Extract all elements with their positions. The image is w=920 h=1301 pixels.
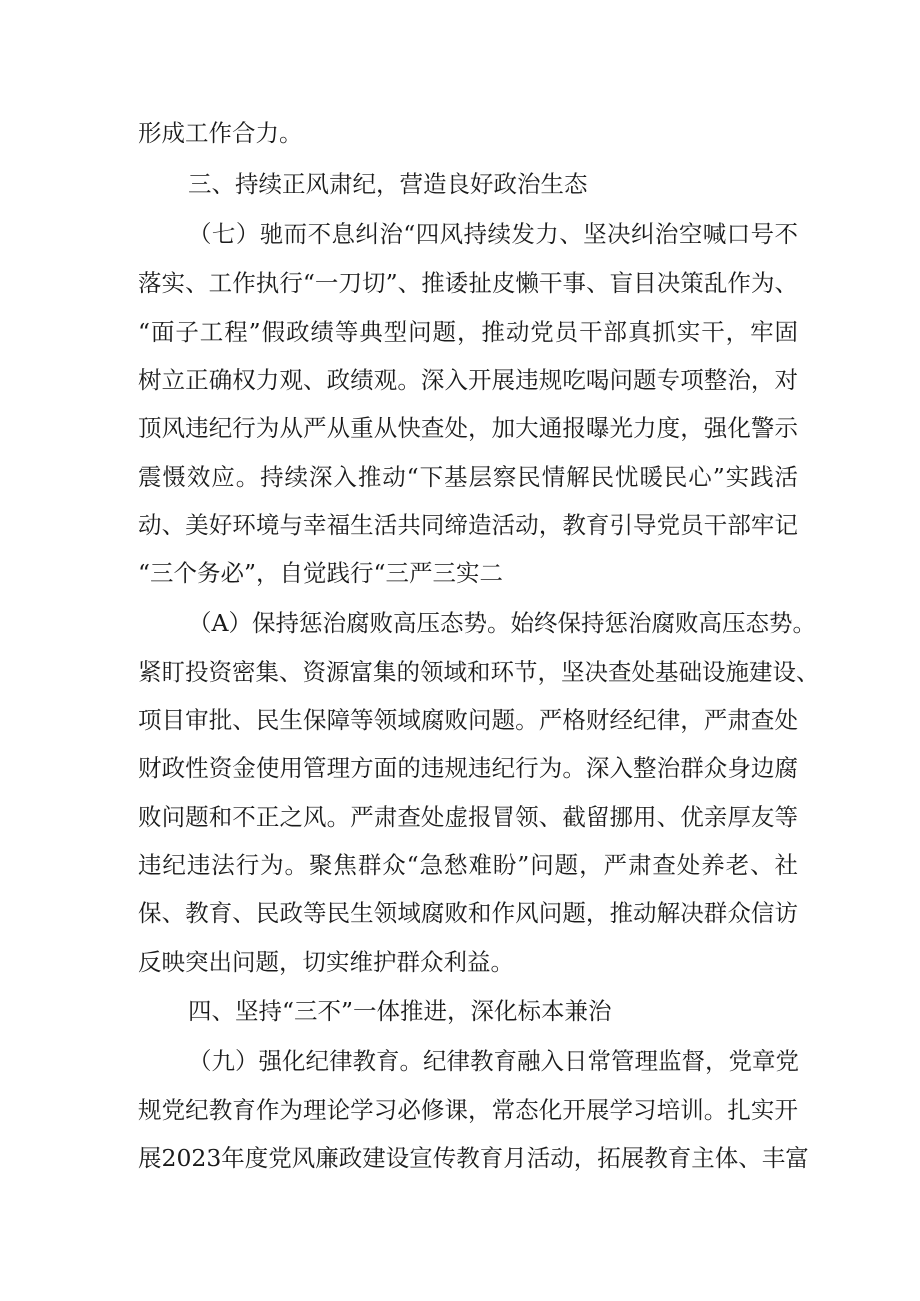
paragraph-line: （A）保持惩治腐败高压态势。始终保持惩治腐败高压态势。 <box>188 609 816 637</box>
paragraph-line: 违纪违法行为。聚焦群众“急愁难盼”问题，严肃查处养老、社 <box>138 851 798 879</box>
paragraph-line: 保、教育、民政等民生领域腐败和作风问题，推动解决群众信访 <box>138 899 798 927</box>
paragraph-line: 紧盯投资密集、资源富集的领域和环节，坚决查处基础设施建设、 <box>138 658 820 686</box>
paragraph-line: “面子工程”假政绩等典型问题，推动党员干部真抓实干，牢固 <box>138 318 798 346</box>
section-heading: 三、持续正风肃纪，营造良好政治生态 <box>188 170 588 198</box>
paragraph-line: 顶风违纪行为从严从重从快查处，加大通报曝光力度，强化警示 <box>138 414 798 442</box>
paragraph-line: 财政性资金使用管理方面的违规违纪行为。深入整治群众身边腐 <box>138 754 798 782</box>
paragraph-line: 动、美好环境与幸福生活共同缔造活动，教育引导党员干部牢记 <box>138 511 798 539</box>
paragraph-line: （七）驰而不息纠治“四风持续发力、坚决纠治空喊口号不 <box>188 220 798 248</box>
paragraph-line: 震慑效应。持续深入推动“下基层察民情解民忧暖民心”实践活 <box>138 463 798 491</box>
section-heading: 四、坚持“三不”一体推进，深化标本兼治 <box>188 997 612 1025</box>
paragraph-line: 败问题和不正之风。严肃查处虚报冒领、截留挪用、优亲厚友等 <box>138 803 798 831</box>
paragraph-line: 展2023年度党风廉政建设宣传教育月活动，拓展教育主体、丰富 <box>138 1144 809 1172</box>
paragraph-line: 落实、工作执行“一刀切”、推诿扯皮懒干事、盲目决策乱作为、 <box>138 269 798 297</box>
paragraph-line: 项目审批、民生保障等领域腐败问题。严格财经纪律，严肃查处 <box>138 706 798 734</box>
paragraph-line: “三个务必”，自觉践行“三严三实二 <box>138 559 504 587</box>
paragraph-line: 反映突出问题，切实维护群众利益。 <box>138 948 514 976</box>
paragraph-line: （九）强化纪律教育。纪律教育融入日常管理监督，党章党 <box>188 1047 799 1075</box>
paragraph-line: 形成工作合力。 <box>138 119 303 147</box>
paragraph-line: 规党纪教育作为理论学习必修课，常态化开展学习培训。扎实开 <box>138 1096 798 1124</box>
paragraph-line: 树立正确权力观、政绩观。深入开展违规吃喝问题专项整治，对 <box>138 366 798 394</box>
